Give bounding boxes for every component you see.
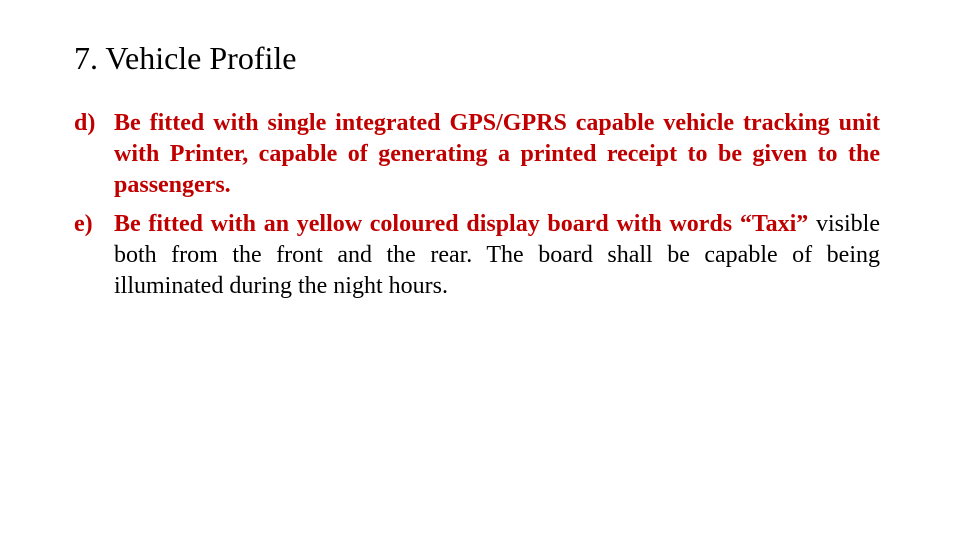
list-marker-e: e) xyxy=(74,211,93,237)
item-e-text-highlight: Be fitted with an yellow coloured display board with words “Taxi” xyxy=(114,211,809,237)
slide-title: 7. Vehicle Profile xyxy=(74,40,297,76)
list-item-d xyxy=(74,108,880,201)
list-marker-d: d) xyxy=(74,110,96,136)
item-d-text: Be fitted with single integrated GPS/GPRS capable vehicle tracking unit with Printer, capable of generating a printed receipt to be given to the passengers. xyxy=(114,110,880,198)
item-e-text-plain: visible both from the front and the rear. The board shall be capable of being illuminated during the night hours. xyxy=(114,211,880,299)
list-item-e xyxy=(74,209,880,302)
requirements-list xyxy=(74,108,880,310)
